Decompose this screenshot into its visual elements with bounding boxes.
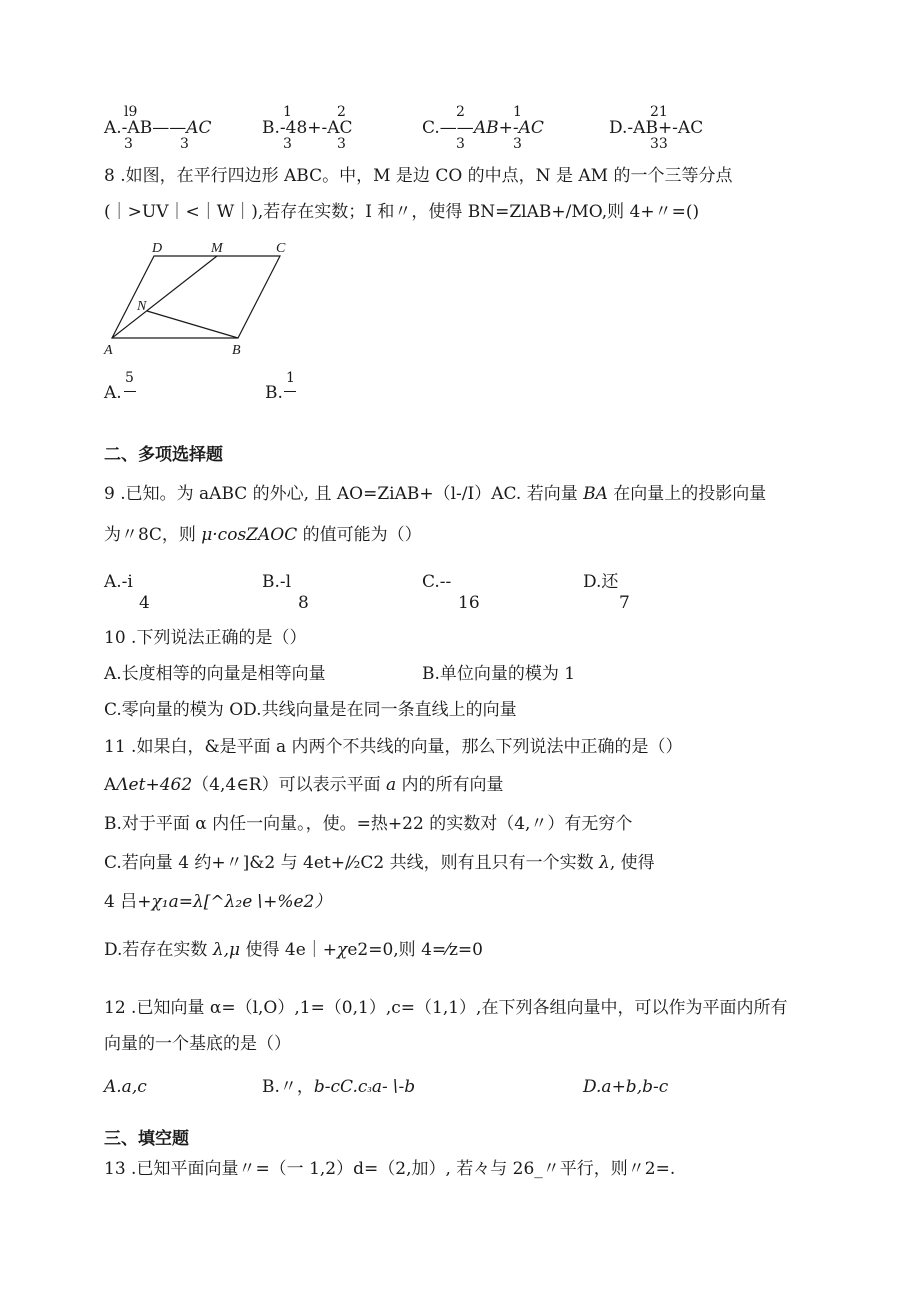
q11-stem: 11 .如果白，&是平面 a 内两个不共线的向量，那么下列说法中正确的是（） [104, 737, 683, 757]
q11-d-text: D.若存在实数 [104, 940, 213, 960]
q11-c-cont-text: 4 吕+ [104, 892, 152, 912]
q11-option-c-cont [104, 891, 331, 913]
q12-stem-line1: 12 .已知向量 α=（l,O）,1=（0,1）,c=（1,1）,在下列各组向量中，可以作为平面内所有 [104, 998, 788, 1018]
q9-option-d[interactable]: D.还 [583, 572, 619, 592]
label-b: B [232, 343, 241, 358]
q7-a-main: A.-AB—— [104, 118, 187, 138]
q12-stem-line2: 向量的一个基底的是（） [104, 1034, 291, 1054]
q12-option-a[interactable]: A.a,c [104, 1077, 147, 1097]
q7-c-num2: 1 [513, 104, 522, 120]
q8-option-a[interactable]: A. [104, 383, 122, 403]
segment-am [112, 256, 217, 338]
q12-b-label: B.〃， [262, 1077, 314, 1097]
q11-c-text: C.若向量 4 约+〃]&2 与 4et+∕⁄₂C2 共线，则有且只有一个实数 [104, 853, 600, 873]
parallelogram-figure [102, 236, 302, 360]
q7-option-b[interactable]: B.-48+-AC [262, 118, 353, 138]
q12-option-d[interactable]: D.a+b,b-c [583, 1077, 669, 1097]
q7-b-num1: 1 [283, 104, 292, 120]
q11-d-chi: χ [337, 940, 348, 960]
q11-a-text: （4,4∈R）可以表示平面 [192, 775, 386, 795]
label-d: D [152, 241, 163, 256]
q9-text2-a: 为〃8C，则 [104, 525, 202, 545]
q10-option-b[interactable]: B.单位向量的模为 1 [422, 664, 576, 684]
q13-stem: 13 .已知平面向量〃=（一 1,2）d=（2,加）, 若々与 26_〃平行，则〃2=. [104, 1159, 676, 1179]
q9-option-c-den: 16 [458, 593, 480, 613]
q7-a-numerator: l9 [124, 104, 138, 120]
q11-d-text2: 使得 4e｜+ [240, 940, 338, 960]
q8-stem-line2: (｜>UV｜<｜W｜),若存在实数；I 和〃，使得 BN=ZlAB+/MO,则 4+〃=() [104, 202, 700, 222]
q11-a-label: A [104, 775, 117, 795]
q8-a-fraction-bar [124, 391, 136, 392]
q11-option-d[interactable] [104, 939, 483, 961]
q10-option-cd[interactable]: C.零向量的模为 OD.共线向量是在同一条直线上的向量 [104, 700, 517, 720]
q7-b-den2: 3 [337, 136, 346, 152]
q11-option-b[interactable]: B.对于平面 α 内任一向量。，使。=热+22 的实数对（4,〃）有无穷个 [104, 814, 633, 834]
label-n: N [137, 299, 147, 314]
q7-c-main: AB+-AC [473, 118, 544, 138]
q8-b-numerator: 1 [286, 370, 295, 386]
q11-a-text2: 内的所有向量 [396, 775, 504, 795]
q8-a-numerator: 5 [125, 370, 134, 386]
q7-b-den1: 3 [283, 136, 292, 152]
q8-b-fraction-bar [284, 391, 296, 392]
section-heading-fill-in: 三、填空题 [104, 1129, 189, 1149]
q9-option-a[interactable]: A.-i [104, 572, 133, 592]
q7-c-den2: 3 [513, 136, 522, 152]
q11-a-expr: Λet+462 [116, 775, 193, 795]
q9-stem-line2 [104, 524, 422, 546]
q9-stem-line1 [104, 483, 766, 505]
q9-text-a: 9 .已知。为 aABC 的外心, 且 AO=ZiAB+（l-/I）AC. 若向量 [104, 484, 584, 504]
q7-c-head: C.—— [422, 118, 474, 138]
q11-d-text3: e2=0,则 4=⁄z=0 [347, 940, 483, 960]
q9-vector-ba: BA [583, 484, 608, 504]
q9-option-b-den: 8 [298, 593, 309, 613]
q7-option-d[interactable]: D.-AB+-AC [609, 118, 704, 138]
q11-option-a[interactable] [104, 774, 504, 796]
q8-stem-line1: 8 .如图，在平行四边形 ABC。中，M 是边 CO 的中点，N 是 AM 的一个三等分点 [104, 166, 733, 186]
q11-c-cont-expr: χ₁a=λ[^λ₂e∖+%e2） [151, 892, 332, 912]
q9-expression: μ·cosZAOC [201, 525, 298, 545]
q12-b-sub: ₃ [367, 1082, 372, 1095]
label-c: C [276, 241, 286, 256]
q7-a-den1: 3 [124, 136, 133, 152]
q7-a-den2: 3 [180, 136, 189, 152]
q7-a-tail: AC [186, 118, 212, 138]
q9-option-d-den: 7 [619, 593, 630, 613]
q9-text2-c: 的值可能为（） [297, 525, 422, 545]
label-m: M [211, 241, 223, 256]
q11-d-vars: λ,μ [212, 940, 241, 960]
q7-c-den1: 3 [456, 136, 465, 152]
q9-text-c: 在向量上的投影向量 [607, 484, 767, 504]
q12-b-expr: b-cC.c [313, 1077, 368, 1097]
label-a: A [104, 343, 113, 358]
q9-option-c[interactable]: C.-- [422, 572, 452, 592]
q10-option-a[interactable]: A.长度相等的向量是相等向量 [104, 664, 326, 684]
q7-option-a[interactable] [104, 117, 212, 139]
segment-nb [147, 311, 238, 338]
q10-stem: 10 .下列说法正确的是（） [104, 628, 307, 648]
q9-option-a-den: 4 [139, 593, 150, 613]
q11-c-text2: , 使得 [609, 853, 655, 873]
q7-b-num2: 2 [337, 104, 346, 120]
q12-option-bc[interactable] [262, 1076, 415, 1100]
q7-d-denominator: 33 [650, 136, 668, 152]
q9-option-b[interactable]: B.-l [262, 572, 292, 592]
q7-d-numerator: 21 [650, 104, 668, 120]
q11-a-plane: a [385, 775, 397, 795]
section-heading-multiple-choice: 二、多项选择题 [104, 445, 223, 465]
q11-c-lambda: λ [599, 853, 610, 873]
q11-option-c[interactable] [104, 852, 655, 874]
q8-option-b[interactable]: B. [265, 383, 283, 403]
q7-option-c[interactable] [422, 117, 544, 139]
q12-b-expr2: a-∖-b [371, 1077, 416, 1097]
q7-c-num1: 2 [456, 104, 465, 120]
